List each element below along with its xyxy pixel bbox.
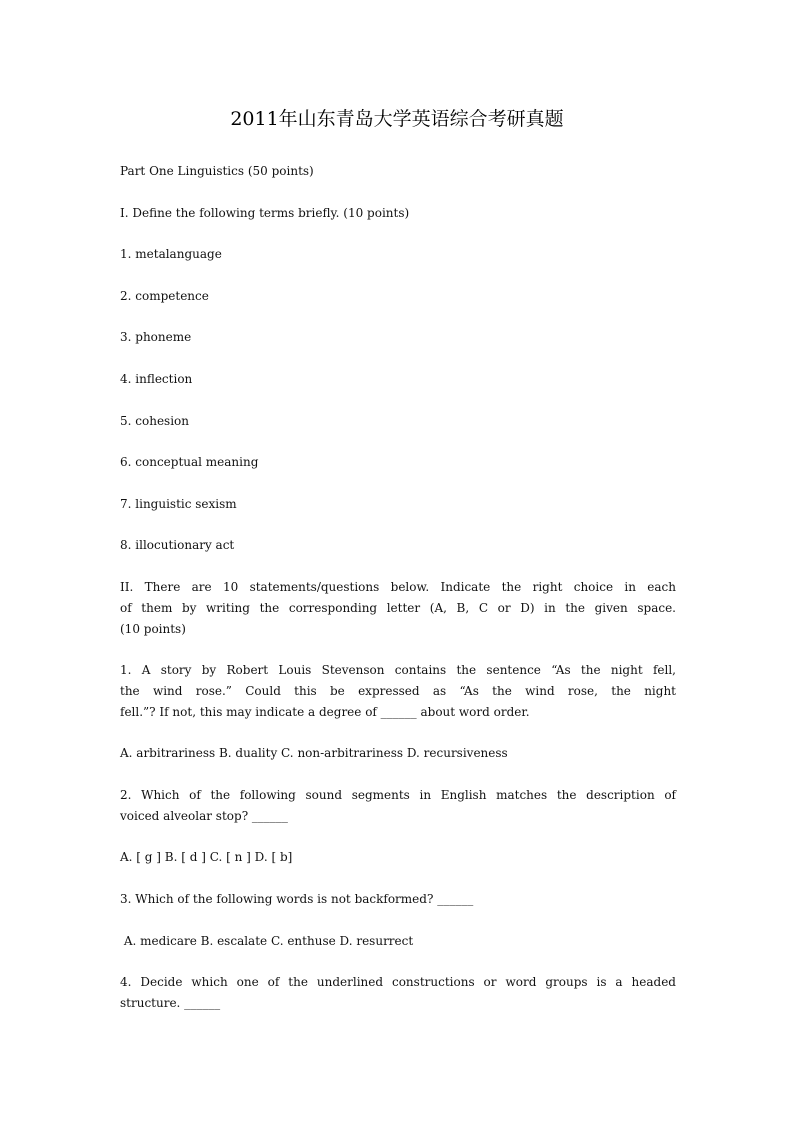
section-heading-line: (10 points) — [120, 622, 186, 636]
answer-options: A. arbitrariness B. duality C. non-arbitrariness D. recursiveness — [120, 746, 508, 760]
term-item: 4. inflection — [120, 372, 193, 386]
term-item: 1. metalanguage — [120, 247, 222, 261]
question-line: 1. A story by Robert Louis Stevenson contains the sentence “As the night fell, — [120, 663, 676, 677]
term-item: 7. linguistic sexism — [120, 497, 237, 511]
question-line: 3. Which of the following words is not backformed? ______ — [120, 892, 474, 906]
question-line: 4. Decide which one of the underlined constructions or word groups is a headed — [120, 975, 676, 989]
part-heading: Part One Linguistics (50 points) — [120, 164, 314, 178]
answer-options: A. medicare B. escalate C. enthuse D. resurrect — [120, 934, 414, 948]
question-line: fell.”? If not, this may indicate a degree of ______ about word order. — [120, 705, 530, 719]
question-line: 2. Which of the following sound segments in English matches the description of — [120, 788, 676, 802]
term-item: 5. cohesion — [120, 414, 189, 428]
term-item: 2. competence — [120, 289, 209, 303]
question-line: structure. ______ — [120, 996, 221, 1010]
section-heading-line: of them by writing the corresponding letter (A, B, C or D) in the given space. — [120, 601, 676, 615]
question-line: voiced alveolar stop? ______ — [120, 809, 288, 823]
answer-options: A. [ g ] B. [ d ] C. [ n ] D. [ b] — [120, 850, 293, 864]
term-item: 3. phoneme — [120, 330, 192, 344]
question-line: the wind rose.” Could this be expressed as “As the wind rose, the night — [120, 684, 676, 698]
term-item: 6. conceptual meaning — [120, 455, 259, 469]
term-item: 8. illocutionary act — [120, 538, 235, 552]
section-heading: I. Define the following terms briefly. (10 points) — [120, 206, 410, 220]
section-heading-line: II. There are 10 statements/questions below. Indicate the right choice in each — [120, 580, 676, 594]
page-title: 2011年山东青岛大学英语综合考研真题 — [230, 108, 564, 130]
